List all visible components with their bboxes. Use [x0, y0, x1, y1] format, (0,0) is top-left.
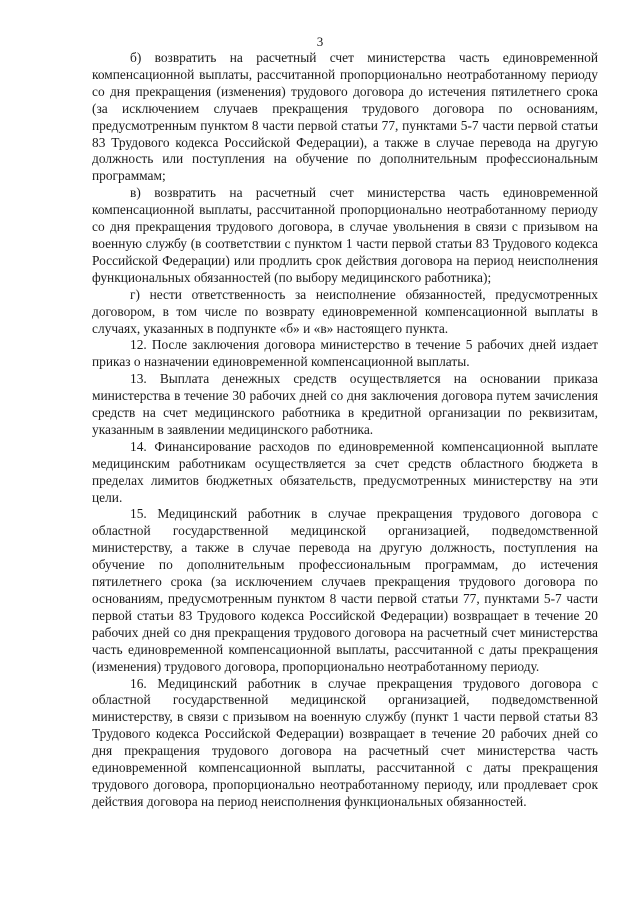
paragraph-15: 15. Медицинский работник в случае прекращения трудового договора с областной государственной медицинской организацией, подведомственной министерству, а также в случае перевода на другую должность, поступления на обучение по дополнительным профессиональным программам, до истечения пятилетнего срока (за исключением случаев прекращения трудового договора по основаниям, предусмотренным пунктом 8 части первой статьи 77, пунктами 5-7 части первой статьи 83 Трудового кодекса Российской Федерации) возвращает в течение 20 рабочих дней со дня прекращения трудового договора на расчетный счет министерства часть единовременной компенсационной выплаты, рассчитанной с даты прекращения (изменения) трудового договора, пропорционально неотработанному периоду. [92, 506, 598, 674]
paragraph-16: 16. Медицинский работник в случае прекращения трудового договора с областной государственной медицинской организацией, подведомственной министерству, в связи с призывом на военную службу (пункт 1 части первой статьи 83 Трудового кодекса Российской Федерации) возвращает в течение 20 рабочих дней со дня прекращения трудового договора на расчетный счет министерства часть единовременной компенсационной выплаты, рассчитанной с даты прекращения трудового договора, пропорционально неотработанному периоду, или продлевает срок действия договора на период неисполнения функциональных обязанностей. [92, 675, 598, 809]
paragraph-subitem-v: в) возвратить на расчетный счет министерства часть единовременной компенсационной выплаты, рассчитанной пропорционально неотработанному периоду со дня прекращения трудового договора, в случае увольнения в связи с призывом на военную службу (в соответствии с пунктом 1 части первой статьи 83 Трудового кодекса Российской Федерации) или продлить срок действия договора на период неисполнения функциональных обязанностей (по выбору медицинского работника); [92, 185, 598, 285]
paragraph-subitem-b: б) возвратить на расчетный счет министерства часть единовременной компенсационной выплаты, рассчитанной пропорционально неотработанному периоду со дня прекращения (изменения) трудового договора до истечения пятилетнего срока (за исключением случаев прекращения трудового договора по основаниям, предусмотренным пунктом 8 части первой статьи 77, пунктами 5-7 части первой статьи 83 Трудового кодекса Российской Федерации), а также в случае перевода на другую должность или поступления на обучение по дополнительным профессиональным программам; [92, 50, 598, 184]
paragraph-14: 14. Финансирование расходов по единовременной компенсационной выплате медицинским работникам осуществляется за счет средств областного бюджета в пределах лимитов бюджетных обязательств, предусмотренных министерству на эти цели. [92, 438, 598, 505]
paragraph-subitem-g: г) нести ответственность за неисполнение обязанностей, предусмотренных договором, в том числе по возврату единовременной компенсационной выплаты в случаях, указанных в подпункте «б» и «в» настоящего пункта. [92, 286, 598, 336]
page-number: 3 [316, 34, 324, 49]
paragraph-13: 13. Выплата денежных средств осуществляется на основании приказа министерства в течение 30 рабочих дней со дня заключения договора путем зачисления средств на счет медицинского работника в кредитной организации по реквизитам, указанным в заявлении медицинского работника. [92, 371, 598, 437]
document-body [92, 50, 598, 811]
paragraph-12: 12. После заключения договора министерство в течение 5 рабочих дней издает приказ о назначении единовременной компенсационной выплаты. [92, 337, 598, 370]
